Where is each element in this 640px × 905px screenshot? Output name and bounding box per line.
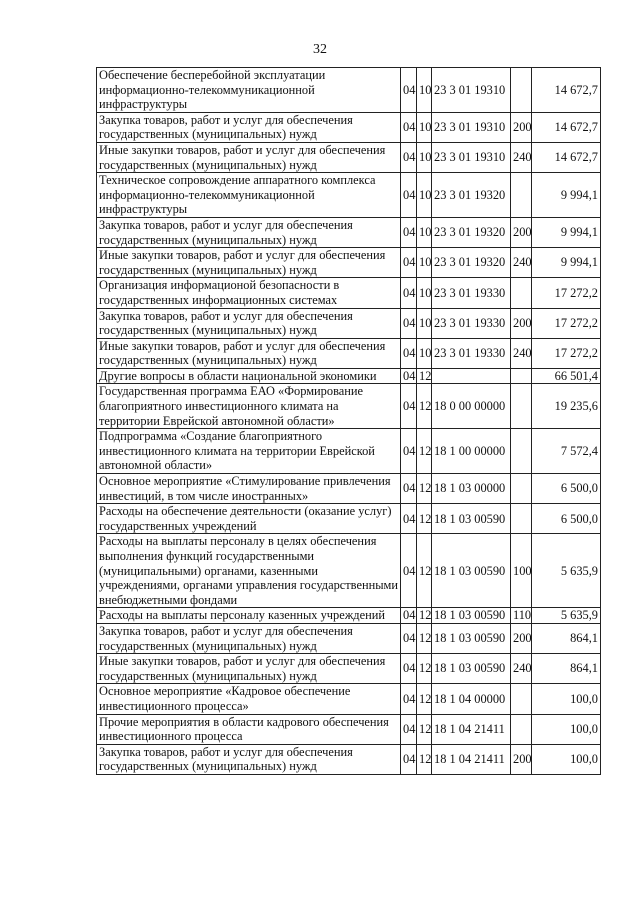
subsection-code-cell: 12 <box>417 654 432 684</box>
section-code-cell: 04 <box>401 623 417 653</box>
expense-type-code-cell <box>511 504 532 534</box>
target-article-code-cell: 18 1 03 00590 <box>432 654 511 684</box>
expense-type-code-cell: 240 <box>511 248 532 278</box>
expense-type-code-cell: 240 <box>511 142 532 172</box>
budget-table <box>96 67 601 775</box>
item-name-cell: Иные закупки товаров, работ и услуг для обеспечения государственных (муниципальных) нужд <box>97 248 401 278</box>
amount-cell: 100,0 <box>532 744 601 774</box>
subsection-code-cell: 12 <box>417 744 432 774</box>
item-name-cell: Закупка товаров, работ и услуг для обеспечения государственных (муниципальных) нужд <box>97 744 401 774</box>
amount-cell: 14 672,7 <box>532 68 601 113</box>
expense-type-code-cell <box>511 474 532 504</box>
target-article-code-cell: 23 3 01 19330 <box>432 278 511 308</box>
item-name-cell: Расходы на выплаты персоналу казенных учреждений <box>97 608 401 624</box>
subsection-code-cell: 10 <box>417 338 432 368</box>
target-article-code-cell: 23 3 01 19330 <box>432 308 511 338</box>
amount-cell: 66 501,4 <box>532 368 601 384</box>
table-row <box>97 173 601 218</box>
expense-type-code-cell: 200 <box>511 217 532 247</box>
section-code-cell: 04 <box>401 173 417 218</box>
amount-cell: 9 994,1 <box>532 173 601 218</box>
target-article-code-cell: 23 3 01 19310 <box>432 142 511 172</box>
item-name-cell: Закупка товаров, работ и услуг для обеспечения государственных (муниципальных) нужд <box>97 308 401 338</box>
amount-cell: 864,1 <box>532 623 601 653</box>
target-article-code-cell: 18 1 00 00000 <box>432 429 511 474</box>
subsection-code-cell: 12 <box>417 384 432 429</box>
item-name-cell: Иные закупки товаров, работ и услуг для обеспечения государственных (муниципальных) нужд <box>97 338 401 368</box>
subsection-code-cell: 12 <box>417 608 432 624</box>
target-article-code-cell: 18 1 03 00590 <box>432 534 511 608</box>
table-row <box>97 142 601 172</box>
subsection-code-cell: 10 <box>417 173 432 218</box>
item-name-cell: Закупка товаров, работ и услуг для обеспечения государственных (муниципальных) нужд <box>97 217 401 247</box>
table-row <box>97 608 601 624</box>
table-row <box>97 714 601 744</box>
section-code-cell: 04 <box>401 608 417 624</box>
section-code-cell: 04 <box>401 68 417 113</box>
subsection-code-cell: 10 <box>417 308 432 338</box>
table-row <box>97 368 601 384</box>
item-name-cell: Расходы на обеспечение деятельности (оказание услуг) государственных учреждений <box>97 504 401 534</box>
amount-cell: 5 635,9 <box>532 534 601 608</box>
table-row <box>97 217 601 247</box>
target-article-code-cell: 23 3 01 19330 <box>432 338 511 368</box>
target-article-code-cell: 18 1 03 00590 <box>432 608 511 624</box>
section-code-cell: 04 <box>401 338 417 368</box>
table-row <box>97 654 601 684</box>
item-name-cell: Расходы на выплаты персоналу в целях обеспечения выполнения функций государственными (муниципальными) органами, казенными учреждениями, органами управления государственными внебюджетными фондами <box>97 534 401 608</box>
amount-cell: 9 994,1 <box>532 217 601 247</box>
expense-type-code-cell: 240 <box>511 654 532 684</box>
item-name-cell: Обеспечение бесперебойной эксплуатации информационно-телекоммуникационной инфраструктуры <box>97 68 401 113</box>
section-code-cell: 04 <box>401 308 417 338</box>
item-name-cell: Подпрограмма «Создание благоприятного инвестиционного климата на территории Еврейской автономной области» <box>97 429 401 474</box>
expense-type-code-cell: 200 <box>511 112 532 142</box>
subsection-code-cell: 10 <box>417 68 432 113</box>
table-row <box>97 474 601 504</box>
amount-cell: 864,1 <box>532 654 601 684</box>
subsection-code-cell: 10 <box>417 278 432 308</box>
amount-cell: 9 994,1 <box>532 248 601 278</box>
amount-cell: 17 272,2 <box>532 338 601 368</box>
item-name-cell: Основное мероприятие «Стимулирование привлечения инвестиций, в том числе иностранных» <box>97 474 401 504</box>
subsection-code-cell: 12 <box>417 474 432 504</box>
expense-type-code-cell: 110 <box>511 608 532 624</box>
target-article-code-cell: 18 1 04 21411 <box>432 714 511 744</box>
subsection-code-cell: 12 <box>417 429 432 474</box>
expense-type-code-cell <box>511 684 532 714</box>
amount-cell: 19 235,6 <box>532 384 601 429</box>
budget-table-body <box>97 68 601 775</box>
target-article-code-cell: 23 3 01 19320 <box>432 173 511 218</box>
item-name-cell: Другие вопросы в области национальной экономики <box>97 368 401 384</box>
target-article-code-cell <box>432 368 511 384</box>
amount-cell: 14 672,7 <box>532 112 601 142</box>
section-code-cell: 04 <box>401 217 417 247</box>
subsection-code-cell: 12 <box>417 623 432 653</box>
item-name-cell: Прочие мероприятия в области кадрового обеспечения инвестиционного процесса <box>97 714 401 744</box>
section-code-cell: 04 <box>401 684 417 714</box>
subsection-code-cell: 12 <box>417 534 432 608</box>
subsection-code-cell: 12 <box>417 714 432 744</box>
section-code-cell: 04 <box>401 429 417 474</box>
amount-cell: 17 272,2 <box>532 308 601 338</box>
section-code-cell: 04 <box>401 534 417 608</box>
target-article-code-cell: 23 3 01 19310 <box>432 112 511 142</box>
table-row <box>97 338 601 368</box>
section-code-cell: 04 <box>401 112 417 142</box>
table-row <box>97 429 601 474</box>
subsection-code-cell: 12 <box>417 684 432 714</box>
expense-type-code-cell: 200 <box>511 744 532 774</box>
target-article-code-cell: 18 1 04 21411 <box>432 744 511 774</box>
table-row <box>97 68 601 113</box>
amount-cell: 7 572,4 <box>532 429 601 474</box>
table-row <box>97 278 601 308</box>
table-row <box>97 684 601 714</box>
item-name-cell: Организация информационой безопасности в государственных информационных системах <box>97 278 401 308</box>
section-code-cell: 04 <box>401 744 417 774</box>
subsection-code-cell: 10 <box>417 217 432 247</box>
amount-cell: 6 500,0 <box>532 474 601 504</box>
section-code-cell: 04 <box>401 714 417 744</box>
target-article-code-cell: 23 3 01 19310 <box>432 68 511 113</box>
expense-type-code-cell <box>511 68 532 113</box>
amount-cell: 100,0 <box>532 714 601 744</box>
table-row <box>97 384 601 429</box>
target-article-code-cell: 18 1 03 00590 <box>432 623 511 653</box>
amount-cell: 14 672,7 <box>532 142 601 172</box>
item-name-cell: Закупка товаров, работ и услуг для обеспечения государственных (муниципальных) нужд <box>97 112 401 142</box>
target-article-code-cell: 18 1 03 00000 <box>432 474 511 504</box>
table-row <box>97 744 601 774</box>
amount-cell: 5 635,9 <box>532 608 601 624</box>
target-article-code-cell: 23 3 01 19320 <box>432 248 511 278</box>
expense-type-code-cell <box>511 714 532 744</box>
section-code-cell: 04 <box>401 654 417 684</box>
target-article-code-cell: 23 3 01 19320 <box>432 217 511 247</box>
section-code-cell: 04 <box>401 474 417 504</box>
table-row <box>97 534 601 608</box>
amount-cell: 17 272,2 <box>532 278 601 308</box>
table-row <box>97 504 601 534</box>
subsection-code-cell: 10 <box>417 142 432 172</box>
section-code-cell: 04 <box>401 368 417 384</box>
page-number: 32 <box>313 42 327 57</box>
section-code-cell: 04 <box>401 248 417 278</box>
expense-type-code-cell <box>511 384 532 429</box>
section-code-cell: 04 <box>401 278 417 308</box>
expense-type-code-cell <box>511 173 532 218</box>
table-row <box>97 623 601 653</box>
expense-type-code-cell: 200 <box>511 308 532 338</box>
item-name-cell: Техническое сопровождение аппаратного комплекса информационно-телекоммуникационной инфраструктуры <box>97 173 401 218</box>
amount-cell: 6 500,0 <box>532 504 601 534</box>
subsection-code-cell: 12 <box>417 504 432 534</box>
item-name-cell: Иные закупки товаров, работ и услуг для обеспечения государственных (муниципальных) нужд <box>97 142 401 172</box>
section-code-cell: 04 <box>401 142 417 172</box>
expense-type-code-cell: 240 <box>511 338 532 368</box>
table-row <box>97 248 601 278</box>
item-name-cell: Государственная программа ЕАО «Формирование благоприятного инвестиционного климата на территории Еврейской автономной области» <box>97 384 401 429</box>
item-name-cell: Основное мероприятие «Кадровое обеспечение инвестиционного процесса» <box>97 684 401 714</box>
target-article-code-cell: 18 1 03 00590 <box>432 504 511 534</box>
expense-type-code-cell: 100 <box>511 534 532 608</box>
subsection-code-cell: 12 <box>417 368 432 384</box>
item-name-cell: Иные закупки товаров, работ и услуг для обеспечения государственных (муниципальных) нужд <box>97 654 401 684</box>
subsection-code-cell: 10 <box>417 112 432 142</box>
section-code-cell: 04 <box>401 504 417 534</box>
expense-type-code-cell <box>511 278 532 308</box>
table-row <box>97 308 601 338</box>
target-article-code-cell: 18 1 04 00000 <box>432 684 511 714</box>
amount-cell: 100,0 <box>532 684 601 714</box>
item-name-cell: Закупка товаров, работ и услуг для обеспечения государственных (муниципальных) нужд <box>97 623 401 653</box>
expense-type-code-cell: 200 <box>511 623 532 653</box>
expense-type-code-cell <box>511 429 532 474</box>
section-code-cell: 04 <box>401 384 417 429</box>
target-article-code-cell: 18 0 00 00000 <box>432 384 511 429</box>
subsection-code-cell: 10 <box>417 248 432 278</box>
table-row <box>97 112 601 142</box>
expense-type-code-cell <box>511 368 532 384</box>
